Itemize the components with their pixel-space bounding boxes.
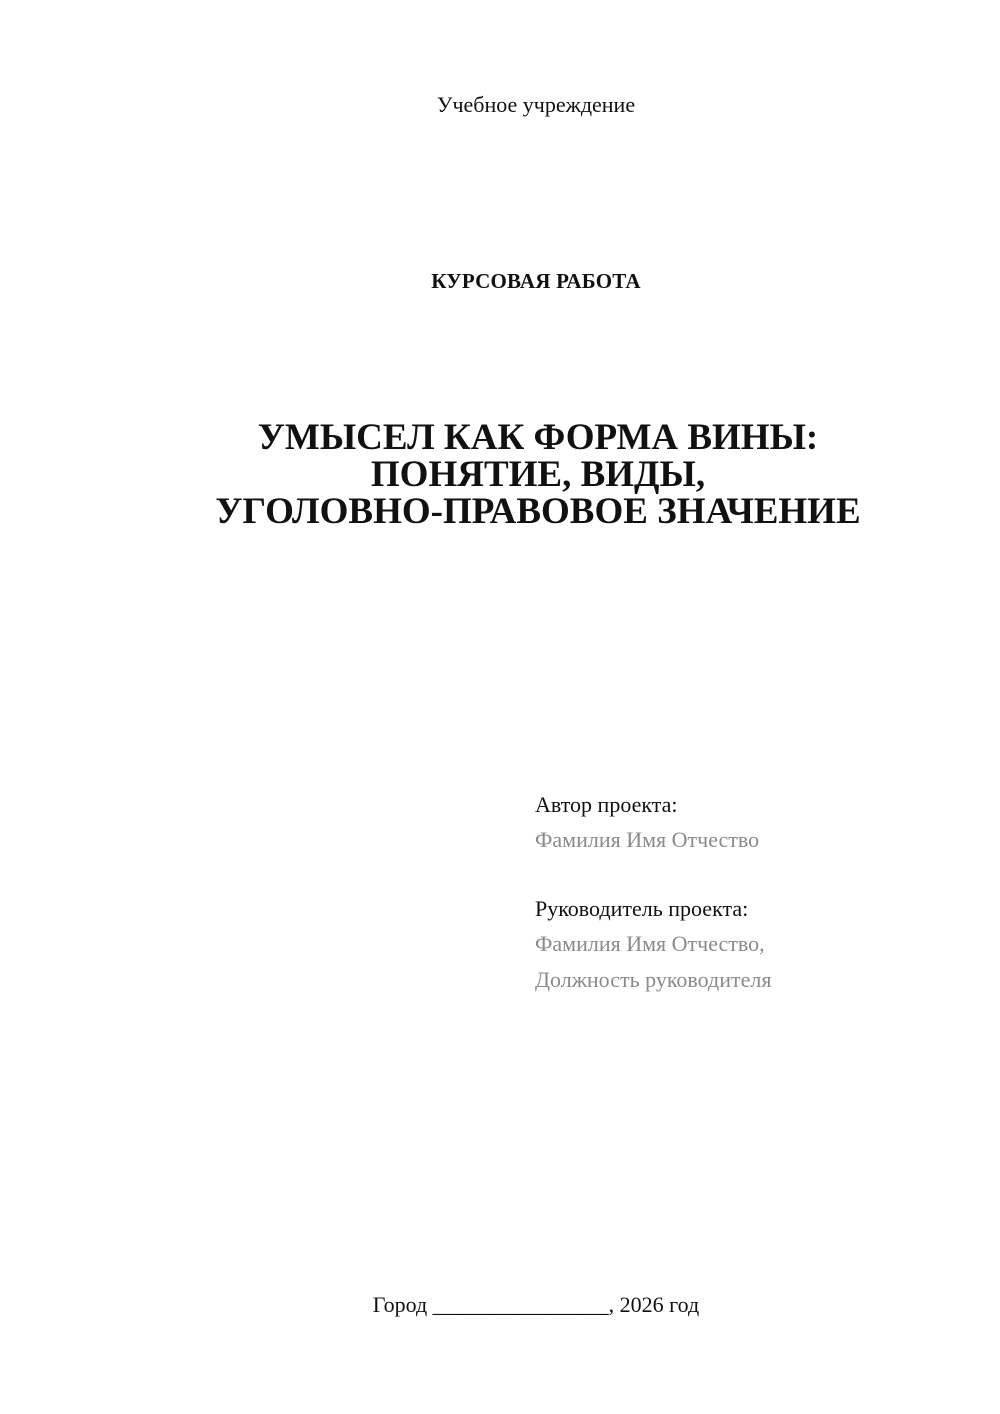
work-title-line-2: ПОНЯТИЕ, ВИДЫ, — [370, 454, 706, 495]
supervisor-label: Руководитель проекта: — [535, 896, 749, 921]
work-title-line-1: УМЫСЕЛ КАК ФОРМА ВИНЫ: — [257, 417, 819, 458]
work-title-line-3: УГОЛОВНО-ПРАВОВОЕ ЗНАЧЕНИЕ — [215, 491, 861, 532]
authors-block — [535, 788, 975, 998]
institution-name: Учебное учреждение — [436, 92, 636, 117]
city-year-footer: Город ________________, 2026 год — [372, 1292, 700, 1317]
authors-spacer — [535, 858, 975, 892]
author-label: Автор проекта: — [535, 792, 678, 817]
work-type-heading: КУРСОВАЯ РАБОТА — [431, 269, 641, 293]
work-title — [0, 419, 1000, 530]
author-name: Фамилия Имя Отчество — [535, 827, 760, 852]
supervisor-name: Фамилия Имя Отчество, — [535, 931, 765, 956]
supervisor-position: Должность руководителя — [535, 967, 772, 992]
